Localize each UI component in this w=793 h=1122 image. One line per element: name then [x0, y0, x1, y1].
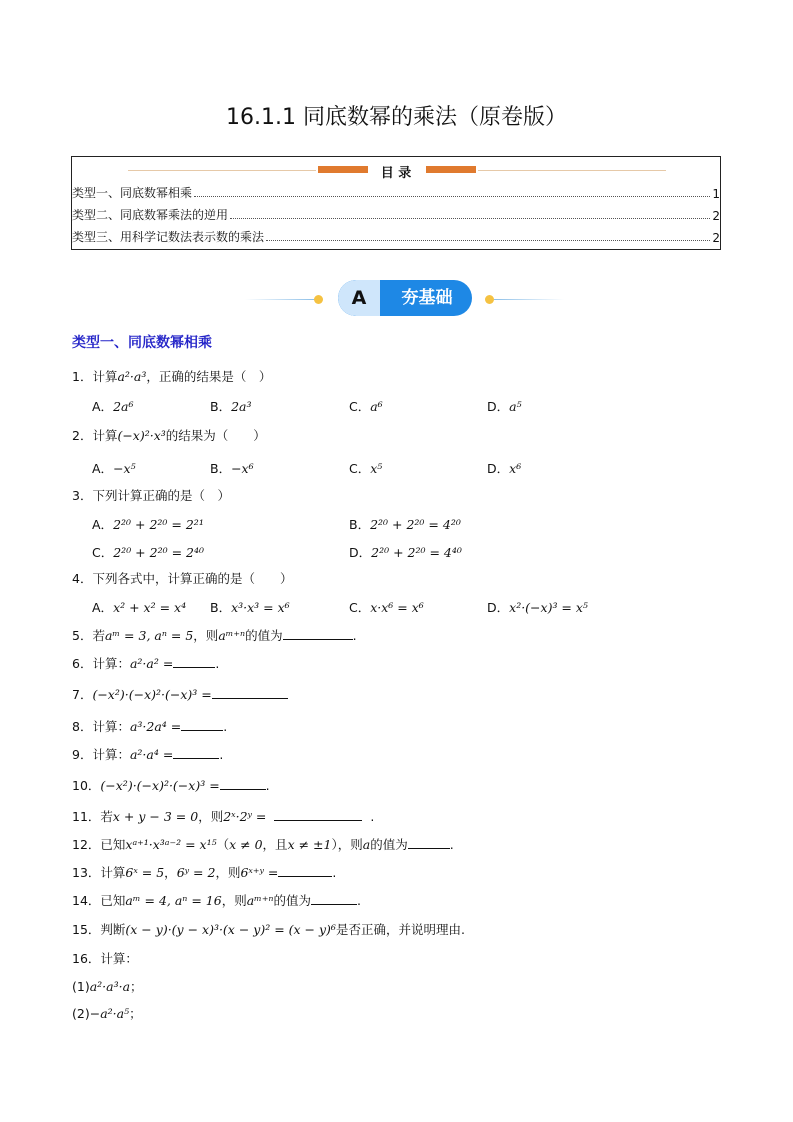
- math-expression: aᵐ⁺ⁿ: [218, 628, 246, 643]
- banner-text: 夯基础: [401, 288, 453, 308]
- math-expression: aᵐ⁺ⁿ: [246, 893, 274, 908]
- math-expression: a²·a³·a: [89, 979, 131, 994]
- answer-blank[interactable]: [278, 864, 332, 877]
- question-12: [72, 835, 454, 853]
- option-letter: B．: [210, 461, 232, 476]
- option-letter: B．: [210, 600, 232, 615]
- option-b[interactable]: [210, 397, 252, 415]
- math-expression: −a²·a⁵: [89, 1006, 130, 1021]
- option-letter: D．: [349, 545, 372, 560]
- answer-blank[interactable]: [311, 892, 357, 905]
- punctuation: .: [265, 778, 270, 793]
- option-value: 2a⁶: [113, 399, 134, 414]
- banner-badge: [338, 280, 472, 316]
- section-heading: 类型一、同底数幂相乘: [72, 335, 212, 351]
- question-text: ，则: [193, 628, 219, 643]
- question-8: [72, 717, 227, 735]
- question-tail: ，正确的结果是（ ）: [146, 369, 272, 384]
- answer-blank[interactable]: [274, 808, 362, 821]
- question-text: ，则: [221, 893, 247, 908]
- punctuation: .: [223, 719, 228, 734]
- toc-entry[interactable]: [72, 185, 720, 201]
- toc-entry-label: 类型三、用科学记数法表示数的乘法: [72, 230, 265, 244]
- punctuation: .: [370, 809, 375, 824]
- punctuation: .: [449, 837, 454, 852]
- answer-blank[interactable]: [181, 718, 223, 731]
- question-stem: 11．若: [72, 809, 113, 824]
- math-expression: xᵃ⁺¹·x³ᵃ⁻² = x¹⁵: [125, 837, 217, 852]
- option-a[interactable]: [92, 459, 136, 477]
- question-stem: 1．计算: [72, 369, 118, 384]
- question-stem: 13．计算: [72, 865, 126, 880]
- math-expression: a²·a² =: [129, 656, 174, 671]
- punctuation: .: [352, 628, 357, 643]
- question-14: [72, 891, 361, 909]
- question-text: ，则: [215, 865, 241, 880]
- question-tail: 的值为: [370, 837, 408, 852]
- question-stem: 2．计算: [72, 428, 118, 443]
- toc-leader: [194, 196, 710, 197]
- question-stem: 10．: [72, 778, 101, 793]
- option-letter: A．: [92, 461, 114, 476]
- option-value: x⁵: [370, 461, 383, 476]
- math-expression: 6ˣ = 5: [125, 865, 165, 880]
- punctuation: .: [332, 865, 337, 880]
- option-c[interactable]: [349, 397, 383, 415]
- question-10: [72, 776, 270, 794]
- option-d[interactable]: [487, 397, 522, 415]
- math-expression: a: [362, 837, 371, 852]
- option-letter: D．: [487, 399, 510, 414]
- math-expression: x + y − 3 = 0: [112, 809, 199, 824]
- answer-blank[interactable]: [220, 777, 266, 790]
- math-expression: a³·2a⁴ =: [129, 719, 182, 734]
- question-stem: 6．计算：: [72, 656, 130, 671]
- math-expression: x ≠ ±1: [287, 837, 332, 852]
- question-4: 4．下列各式中，计算正确的是（ ）: [72, 571, 293, 586]
- punctuation: ；: [129, 1006, 142, 1021]
- answer-blank[interactable]: [408, 836, 450, 849]
- question-1: [72, 367, 271, 385]
- question-text: （: [216, 837, 230, 852]
- option-value: 2²⁰ + 2²⁰ = 2²¹: [113, 517, 204, 532]
- option-letter: C．: [349, 600, 371, 615]
- option-c[interactable]: [349, 459, 382, 477]
- option-d[interactable]: [487, 598, 588, 616]
- option-value: 2²⁰ + 2²⁰ = 2⁴⁰: [113, 545, 204, 560]
- toc-leader: [266, 240, 710, 241]
- question-5: [72, 626, 357, 644]
- math-expression: 6ʸ = 2: [176, 865, 216, 880]
- option-value: a⁶: [370, 399, 383, 414]
- option-letter: A．: [92, 517, 114, 532]
- option-letter: A．: [92, 399, 114, 414]
- banner-letter: A: [351, 287, 367, 309]
- math-expression: aᵐ = 3, aⁿ = 5: [104, 628, 194, 643]
- math-expression: a²·a⁴ =: [129, 747, 174, 762]
- option-value: x·x⁶ = x⁶: [370, 600, 424, 615]
- math-expression: 2ˣ·2ʸ =: [223, 809, 267, 824]
- option-letter: C．: [349, 399, 371, 414]
- question-stem: 14．已知: [72, 893, 126, 908]
- math-expression: (−x²)·(−x)²·(−x)³ =: [92, 687, 212, 702]
- question-stem: 12．已知: [72, 837, 126, 852]
- question-7: [72, 685, 288, 703]
- toc-leader: [230, 218, 710, 219]
- sub-number: (1): [72, 979, 90, 994]
- option-letter: D．: [487, 461, 510, 476]
- question-stem: 8．计算：: [72, 719, 130, 734]
- toc-heading: 目 录: [380, 166, 412, 181]
- toc-entry-page: 2: [712, 231, 720, 245]
- toc-entry-label: 类型二、同底数幂乘法的逆用: [72, 208, 229, 222]
- question-text: ，则: [198, 809, 224, 824]
- page-title: 16.1.1 同底数幂的乘法（原卷版）: [226, 105, 567, 130]
- option-value: x⁶: [509, 461, 522, 476]
- math-expression: x ≠ 0: [229, 837, 263, 852]
- option-value: x³·x³ = x⁶: [231, 600, 290, 615]
- question-tail: 的值为: [273, 893, 312, 908]
- option-value: −x⁵: [113, 461, 136, 476]
- question-15: [72, 920, 465, 938]
- question-text: ，且: [262, 837, 288, 852]
- option-value: a⁵: [509, 399, 522, 414]
- banner-line-left: [245, 299, 315, 300]
- question-stem: 9．计算：: [72, 747, 130, 762]
- question-text: ），则: [331, 837, 363, 852]
- option-a[interactable]: [92, 515, 204, 533]
- question-text: ，: [164, 865, 177, 880]
- option-value: x²·(−x)³ = x⁵: [509, 600, 588, 615]
- option-a[interactable]: [92, 598, 186, 616]
- math-expression: (x − y)·(y − x)³·(x − y)² = (x − y)⁶: [125, 922, 336, 937]
- option-letter: D．: [487, 600, 510, 615]
- math-expression: a²·a³: [117, 369, 147, 384]
- sub-number: (2): [72, 1006, 90, 1021]
- banner-dot-left: [314, 295, 323, 304]
- option-b[interactable]: [210, 598, 290, 616]
- math-expression: (−x)²·x³: [117, 428, 166, 443]
- toc-entry[interactable]: [72, 207, 720, 223]
- banner-dot-right: [485, 295, 494, 304]
- question-stem: 7．: [72, 687, 93, 702]
- table-of-contents: [71, 156, 721, 250]
- option-letter: B．: [349, 517, 371, 532]
- math-expression: 6ˣ⁺ʸ =: [240, 865, 279, 880]
- math-expression: aᵐ = 4, aⁿ = 16: [125, 893, 222, 908]
- answer-blank[interactable]: [173, 655, 215, 668]
- question-6: [72, 654, 219, 672]
- option-c[interactable]: [349, 598, 424, 616]
- punctuation: .: [357, 893, 362, 908]
- option-letter: B．: [210, 399, 232, 414]
- option-letter: C．: [349, 461, 371, 476]
- math-expression: (−x²)·(−x)²·(−x)³ =: [100, 778, 220, 793]
- question-stem: 5．若: [72, 628, 105, 643]
- question-9: [72, 745, 223, 763]
- option-b[interactable]: [349, 515, 461, 533]
- option-letter: C．: [92, 545, 114, 560]
- toc-divider-right: [478, 170, 666, 171]
- question-11: [72, 807, 374, 825]
- toc-entry-page: 1: [712, 187, 720, 201]
- toc-bar-right: [426, 166, 476, 173]
- sub-question-2: [72, 1004, 142, 1022]
- answer-blank[interactable]: [212, 686, 288, 699]
- punctuation: .: [219, 747, 224, 762]
- answer-blank[interactable]: [283, 627, 353, 640]
- option-value: −x⁶: [231, 461, 254, 476]
- toc-entry-page: 2: [712, 209, 720, 223]
- question-tail: 是否正确，并说明理由.: [335, 922, 465, 937]
- option-letter: A．: [92, 600, 114, 615]
- toc-entry[interactable]: [72, 229, 720, 245]
- option-value: 2²⁰ + 2²⁰ = 4⁴⁰: [371, 545, 462, 560]
- question-16: 16．计算：: [72, 951, 138, 966]
- option-value: 2a³: [231, 399, 252, 414]
- option-a[interactable]: [92, 397, 133, 415]
- option-value: 2²⁰ + 2²⁰ = 4²⁰: [370, 517, 461, 532]
- punctuation: .: [215, 656, 220, 671]
- question-tail: 的结果为（ ）: [165, 428, 266, 443]
- sub-question-1: [72, 977, 143, 995]
- question-stem: 15．判断: [72, 922, 126, 937]
- punctuation: ；: [130, 979, 143, 994]
- answer-blank[interactable]: [173, 746, 219, 759]
- banner-line-right: [494, 299, 564, 300]
- option-d[interactable]: [487, 459, 521, 477]
- question-13: [72, 863, 336, 881]
- option-b[interactable]: [210, 459, 254, 477]
- question-3: 3．下列计算正确的是（ ）: [72, 488, 230, 503]
- option-value: x² + x² = x⁴: [113, 600, 187, 615]
- question-2: [72, 426, 266, 444]
- option-d[interactable]: [349, 543, 462, 561]
- question-tail: 的值为: [245, 628, 283, 643]
- option-c[interactable]: [92, 543, 204, 561]
- toc-entry-label: 类型一、同底数幂相乘: [72, 186, 193, 200]
